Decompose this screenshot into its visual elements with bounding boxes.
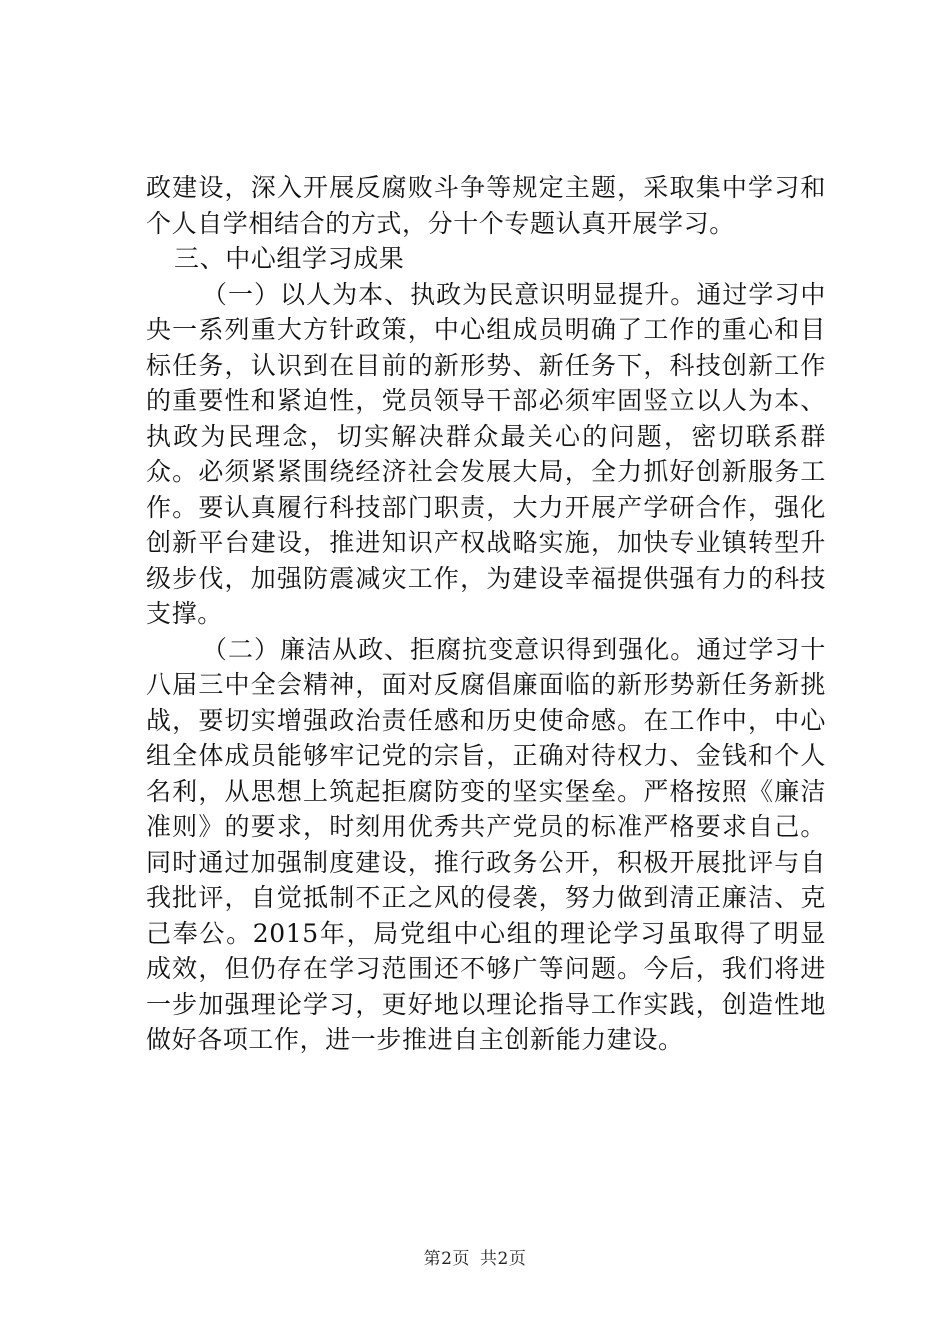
paragraph-point-one: （一）以人为本、执政为民意识明显提升。通过学习中央一系列重大方针政策，中心组成员明确了工作的重心和目标任务，认识到在目前的新形势、新任务下，科技创新工作的重要性和紧迫性，党员领导干部必须牢固竖立以人为本、执政为民理念，切实解决群众最关心的问题，密切联系群众。必须紧紧围绕经济社会发展大局，全力抓好创新服务工作。要认真履行科技部门职责，大力开展产学研合作，强化创新平台建设，推进知识产权战略实施，加快专业镇转型升级步伐，加强防震减灾工作，为建设幸福提供强有力的科技支撑。 bbox=[146, 279, 826, 628]
paragraph-continuation: 政建设，深入开展反腐败斗争等规定主题，采取集中学习和个人自学相结合的方式，分十个专题认真开展学习。 bbox=[146, 173, 826, 238]
page-number-current: 第2页 bbox=[423, 1249, 470, 1269]
page-footer bbox=[0, 1244, 950, 1269]
paragraph-point-two: （二）廉洁从政、拒腐抗变意识得到强化。通过学习十八届三中全会精神，面对反腐倡廉面临的新形势新任务新挑战，要切实增强政治责任感和历史使命感。在工作中，中心组全体成员能够牢记党的宗旨，正确对待权力、金钱和个人名利，从思想上筑起拒腐防变的坚实堡垒。严格按照《廉洁准则》的要求，时刻用优秀共产党员的标准严格要求自己。同时通过加强制度建设，推行政务公开，积极开展批评与自我批评，自觉抵制不正之风的侵袭，努力做到清正廉洁、克己奉公。2015年，局党组中心组的理论学习虽取得了明显成效，但仍存在学习范围还不够广等问题。今后，我们将进一步加强理论学习，更好地以理论指导工作实践，创造性地做好各项工作，进一步推进自主创新能力建设。 bbox=[146, 634, 826, 1054]
page-number-total: 共2页 bbox=[480, 1249, 527, 1269]
section-heading: 三、中心组学习成果 bbox=[174, 244, 405, 273]
document-body bbox=[146, 170, 826, 1058]
